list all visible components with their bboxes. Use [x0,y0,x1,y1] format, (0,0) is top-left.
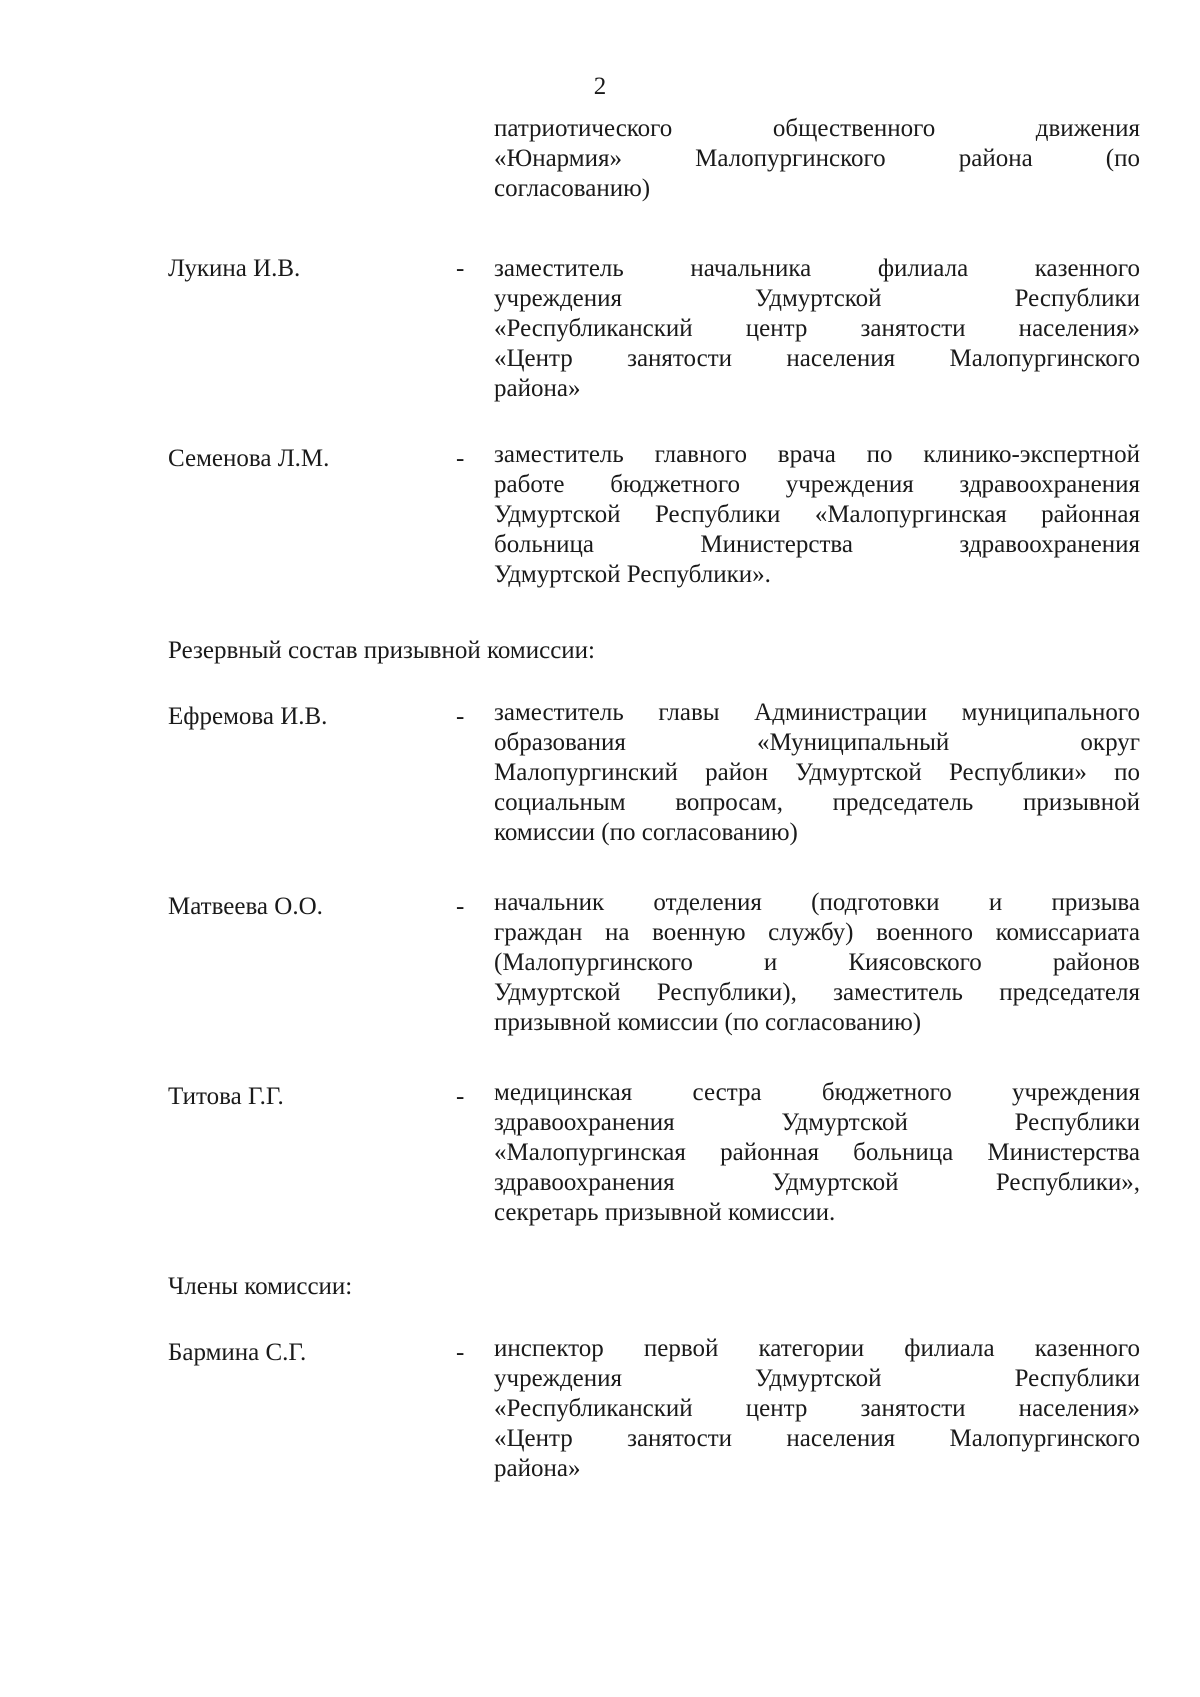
desc-line: «Республиканский центр занятости населения» [494,315,1140,342]
entry-dash: - [456,703,465,730]
member-description [494,254,1140,404]
desc-line: здравоохранения Удмуртской Республики», [494,1169,1140,1196]
desc-line: патриотического общественного движения [494,115,1140,142]
member-name: Ефремова И.В. [168,703,328,730]
desc-line: района» [494,375,581,402]
continuation-text [494,114,1140,204]
desc-line: больница Министерства здравоохранения [494,531,1140,558]
desc-line: района» [494,1455,581,1482]
desc-line: социальным вопросам, председатель призывной [494,789,1140,816]
member-name: Матвеева О.О. [168,893,323,920]
desc-line: комиссии (по согласованию) [494,819,798,846]
member-description [494,440,1140,590]
member-description [494,888,1140,1038]
desc-line: здравоохранения Удмуртской Республики [494,1109,1140,1136]
desc-line: начальник отделения (подготовки и призыва [494,889,1140,916]
desc-line: медицинская сестра бюджетного учреждения [494,1079,1140,1106]
entry-dash: - [456,1339,465,1366]
member-name: Бармина С.Г. [168,1339,307,1366]
desc-line: «Малопургинская районная больница Министерства [494,1139,1140,1166]
desc-line: заместитель главы Администрации муниципального [494,699,1140,726]
desc-line: заместитель начальника филиала казенного [494,255,1140,282]
desc-line: учреждения Удмуртской Республики [494,285,1140,312]
desc-line: Малопургинский район Удмуртской Республики» по [494,759,1140,786]
entry-dash: - [456,1083,465,1110]
members-section-heading: Члены комиссии: [168,1273,353,1300]
desc-line: Удмуртской Республики), заместитель председателя [494,979,1140,1006]
member-name: Лукина И.В. [168,255,301,282]
desc-line: Удмуртской Республики». [494,561,771,588]
entry-dash: - [456,445,465,472]
desc-line: «Центр занятости населения Малопургинского [494,1425,1140,1452]
reserve-section-heading: Резервный состав призывной комиссии: [168,637,595,664]
desc-line: согласованию) [494,175,651,202]
member-name: Семенова Л.М. [168,445,330,472]
desc-line: заместитель главного врача по клинико-экспертной [494,441,1140,468]
desc-line: граждан на военную службу) военного комиссариата [494,919,1140,946]
entry-dash: - [456,255,465,282]
desc-line: (Малопургинского и Киясовского районов [494,949,1140,976]
page-number: 2 [593,73,607,100]
entry-dash: - [456,893,465,920]
member-name: Титова Г.Г. [168,1083,284,1110]
desc-line: работе бюджетного учреждения здравоохранения [494,471,1140,498]
desc-line: инспектор первой категории филиала казенного [494,1335,1140,1362]
desc-line: «Республиканский центр занятости населения» [494,1395,1140,1422]
desc-line: «Юнармия» Малопургинского района (по [494,145,1140,172]
desc-line: «Центр занятости населения Малопургинского [494,345,1140,372]
desc-line: секретарь призывной комиссии. [494,1199,836,1226]
desc-line: призывной комиссии (по согласованию) [494,1009,922,1036]
desc-line: образования «Муниципальный округ [494,729,1140,756]
member-description [494,698,1140,848]
member-description [494,1334,1140,1484]
desc-line: Удмуртской Республики «Малопургинская районная [494,501,1140,528]
member-description [494,1078,1140,1228]
desc-line: учреждения Удмуртской Республики [494,1365,1140,1392]
